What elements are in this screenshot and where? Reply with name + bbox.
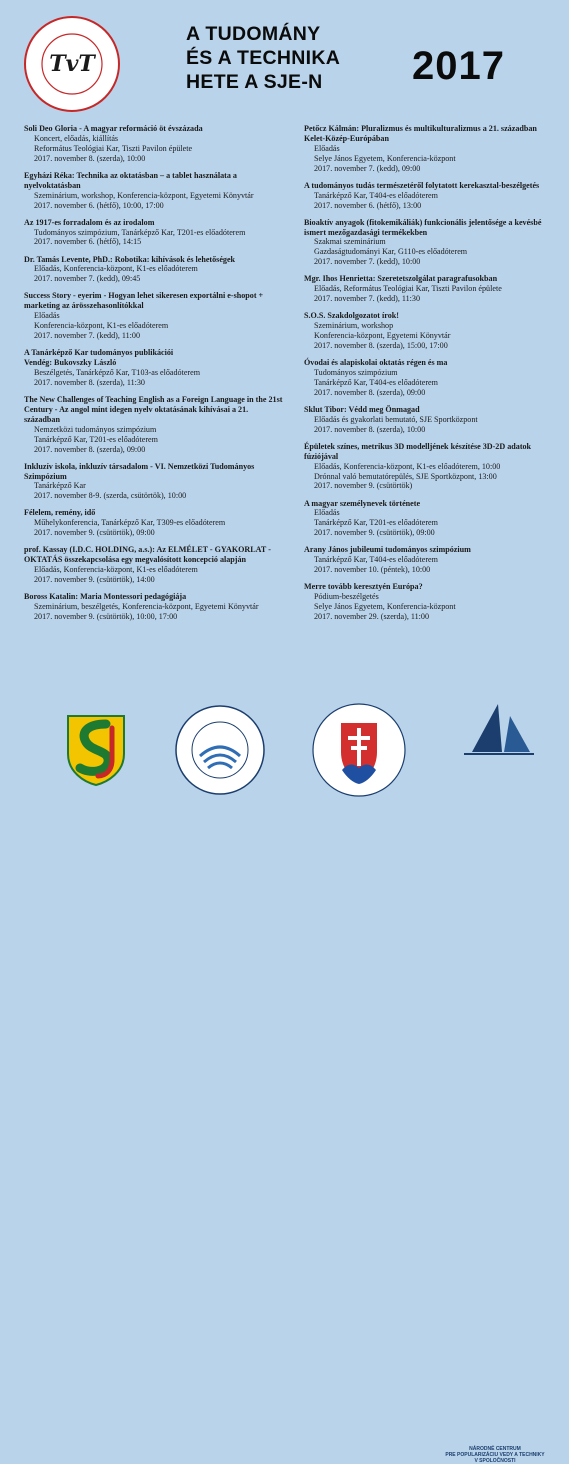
event-title: Óvodai és alapiskolai oktatás régen és ma xyxy=(304,358,448,368)
event-detail: Koncert, előadás, kiállítás xyxy=(34,133,119,143)
event-title xyxy=(186,22,340,94)
event-guest: Vendég: Bukovszky László xyxy=(24,358,117,368)
event-detail: 2017. november 8. (szerda), 11:30 xyxy=(34,377,145,387)
event-title: Épületek színes, metrikus 3D modelljének készítése 3D-2D adatok fúziójával xyxy=(304,441,532,461)
title-line-1: A TUDOMÁNY xyxy=(186,23,321,45)
tvt-mark: TvT xyxy=(49,51,95,77)
event-detail: Előadás, Konferencia-központ, K1-es előadóterem xyxy=(34,264,198,274)
event-title: Az 1917-es forradalom és az irodalom xyxy=(24,217,155,227)
event-title: A tudományos tudás természetéről folytatott kerekasztal-beszélgetés xyxy=(304,180,540,190)
event-title: Egyházi Réka: Technika az oktatásban – a tablet használata a nyelvoktatásban xyxy=(24,170,237,190)
event-detail: Gazdaságtudományi Kar, G110-es előadóterem xyxy=(314,247,468,257)
event-detail: 2017. november 8. (szerda), 10:00 xyxy=(314,424,426,434)
event-item xyxy=(304,358,556,398)
event-detail: 2017. november 7. (kedd), 11:00 xyxy=(34,331,141,341)
event-item xyxy=(304,582,556,622)
event-item xyxy=(24,508,286,538)
event-item xyxy=(24,218,286,248)
footer-logos xyxy=(0,690,569,1464)
event-title: Success Story - eyerim - Hogyan lehet sikeresen exportálni e-shopot + marketing az árösszehasonlítókkal xyxy=(24,291,264,311)
event-detail: 2017. november 9. (csütörtök), 09:00 xyxy=(34,528,155,538)
event-detail: Pódium-beszélgetés xyxy=(314,592,379,602)
event-detail: 2017. november 10. (péntek), 10:00 xyxy=(314,565,431,575)
event-detail: Előadás és gyakorlati bemutató, SJE Sportközpont xyxy=(314,414,478,424)
event-detail: Szakmai szeminárium xyxy=(314,237,386,247)
event-item xyxy=(24,592,286,622)
event-detail: Műhelykonferencia, Tanárképző Kar, T309-es előadóterem xyxy=(34,518,226,528)
right-event-column xyxy=(304,124,556,629)
event-item xyxy=(304,499,556,539)
event-detail: Előadás xyxy=(34,311,60,321)
event-title: Sklut Tibor: Védd meg Önmagad xyxy=(304,404,420,414)
event-title: Petőcz Kálmán: Pluralizmus és multikulturalizmus a 21. században Kelet-Közép-Európában xyxy=(304,124,537,143)
event-title: Inkluzív iskola, inkluzív társadalom - VI. Nemzetközi Tudományos Szimpózium xyxy=(24,461,255,481)
event-detail: 2017. november 8. (szerda), 09:00 xyxy=(314,387,426,397)
ncp-line-1: NÁRODNÉ CENTRUM xyxy=(469,1446,521,1452)
event-item xyxy=(24,545,286,585)
event-detail: Szeminárium, workshop xyxy=(314,321,394,331)
event-detail: Drónnal való bemutatórepülés, SJE Sportközpont, 13:00 xyxy=(314,471,497,481)
event-detail: Előadás xyxy=(314,143,340,153)
event-item xyxy=(24,348,286,388)
year: 2017 xyxy=(412,44,505,88)
event-detail: Beszélgetés, Tanárképző Kar, T103-as előadóterem xyxy=(34,367,201,377)
event-title: prof. Kassay (I.D.C. HOLDING, a.s.): Az ELMÉLET - GYAKORLAT - OKTATÁS összekapcsolása egy megvalósított koncepció alapján xyxy=(24,545,271,565)
event-item xyxy=(24,395,286,454)
event-item xyxy=(304,311,556,351)
ncp-label xyxy=(425,1446,565,1464)
event-title: A Tanárképző Kar tudományos publikációi xyxy=(24,348,174,358)
event-detail: 2017. november 7. (kedd), 09:45 xyxy=(34,274,141,284)
ministry-logo xyxy=(304,700,414,800)
event-item xyxy=(24,462,286,502)
event-detail: Előadás, Konferencia-központ, K1-es előadóterem, 10:00 xyxy=(314,461,501,471)
event-item xyxy=(304,218,556,268)
event-detail: 2017. november 9. (csütörtök), 10:00, 17:00 xyxy=(34,611,178,621)
title-line-3: HETE A SJE-N xyxy=(186,71,323,93)
event-detail: 2017. november 7. (kedd), 10:00 xyxy=(314,257,421,267)
event-detail: Tudományos szimpózium, Tanárképző Kar, T201-es előadóterem xyxy=(34,227,246,237)
event-detail: Tanárképző Kar, T404-es előadóterem xyxy=(314,377,438,387)
event-detail: 2017. november 6. (hétfő), 13:00 xyxy=(314,200,422,210)
event-title: Boross Katalin: Maria Montessori pedagógiája xyxy=(24,592,187,602)
event-detail: Konferencia-központ, Egyetemi Könyvtár xyxy=(314,331,451,341)
event-item xyxy=(304,405,556,435)
header xyxy=(0,0,569,125)
event-item xyxy=(24,171,286,211)
left-event-column xyxy=(24,124,286,629)
event-item xyxy=(24,291,286,341)
event-detail: Tanárképző Kar xyxy=(34,481,86,491)
ncp-line-3: V SPOLOČNOSTI xyxy=(474,1458,516,1464)
sje-logo xyxy=(62,714,130,786)
event-detail: 2017. november 8. (szerda), 09:00 xyxy=(34,444,146,454)
event-detail: 2017. november 9. (csütörtök), 09:00 xyxy=(314,528,435,538)
event-item xyxy=(304,274,556,304)
event-detail: 2017. november 29. (szerda), 11:00 xyxy=(314,611,430,621)
event-detail: 2017. november 9. (csütörtök) xyxy=(314,481,413,491)
ncp-line-2: PRE POPULARIZÁCIU VEDY A TECHNIKY xyxy=(445,1452,545,1458)
event-detail: 2017. november 8-9. (szerda, csütörtök), 10:00 xyxy=(34,491,187,501)
event-detail: 2017. november 7. (kedd), 11:30 xyxy=(314,294,421,304)
event-detail: Selye János Egyetem, Konferencia-központ xyxy=(314,153,456,163)
event-detail: 2017. november 7. (kedd), 09:00 xyxy=(314,163,421,173)
event-detail: Tanárképző Kar, T201-es előadóterem xyxy=(34,434,158,444)
event-title: S.O.S. Szakdolgozatot írok! xyxy=(304,311,399,321)
event-item xyxy=(24,124,286,164)
event-item xyxy=(24,255,286,285)
event-detail: 2017. november 9. (csütörtök), 14:00 xyxy=(34,575,155,585)
event-item xyxy=(304,545,556,575)
event-title: Merre tovább keresztyén Európa? xyxy=(304,582,423,592)
ncp-logo xyxy=(452,696,544,758)
event-detail: Tanárképző Kar, T404-es előadóterem xyxy=(314,190,438,200)
event-title: A magyar személynevek története xyxy=(304,498,421,508)
event-detail: Nemzetközi tudományos szimpózium xyxy=(34,424,157,434)
event-detail: Konferencia-központ, K1-es előadóterem xyxy=(34,321,169,331)
title-line-2: ÉS A TECHNIKA xyxy=(186,47,341,69)
event-detail: Tanárképző Kar, T404-es előadóterem xyxy=(314,555,438,565)
event-detail: 2017. november 8. (szerda), 15:00, 17:00 xyxy=(314,340,448,350)
event-detail: Szeminárium, workshop, Konferencia-központ, Egyetemi Könyvtár xyxy=(34,190,254,200)
event-detail: Szeminárium, beszélgetés, Konferencia-központ, Egyetemi Könyvtár xyxy=(34,602,259,612)
event-title: Mgr. Ihos Henrietta: Szeretetszolgálat paragrafusokban xyxy=(304,274,498,284)
event-detail: Tanárképző Kar, T201-es előadóterem xyxy=(314,518,438,528)
event-detail: Selye János Egyetem, Konferencia-központ xyxy=(314,602,456,612)
event-title: Arany János jubileumi tudományos szimpózium xyxy=(304,545,471,555)
event-detail: 2017. november 6. (hétfő), 14:15 xyxy=(34,237,142,247)
event-detail: 2017. november 8. (szerda), 10:00 xyxy=(34,153,146,163)
event-title: Félelem, remény, idő xyxy=(24,508,96,518)
event-detail: Református Teológiai Kar, Tiszti Pavilon épülete xyxy=(34,143,193,153)
event-title: Soli Deo Gloria - A magyar reformáció öt évszázada xyxy=(24,124,203,133)
event-item xyxy=(304,124,556,174)
event-detail: Előadás, Konferencia-központ, K1-es előadóterem xyxy=(34,565,198,575)
event-detail: Előadás xyxy=(314,508,340,518)
event-title: The New Challenges of Teaching English as a Foreign Language in the 21st Century - Az angol mint idegen nyelv oktatásának kihívásai a 21. században xyxy=(24,394,283,424)
event-item xyxy=(304,181,556,211)
event-detail: Előadás, Református Teológiai Kar, Tiszti Pavilon épülete xyxy=(314,284,502,294)
event-title: Bioaktív anyagok (fitokemikáliák) funkcionális jelentősége a kevésbé ismert mezőgazdasági termékekben xyxy=(304,217,542,237)
event-title: Dr. Tamás Levente, PhD.: Robotika: kihívások és lehetőségek xyxy=(24,254,236,264)
tvt-logo xyxy=(22,14,122,114)
cvti-logo xyxy=(174,704,266,796)
event-detail: Tudományos szimpózium xyxy=(314,367,398,377)
event-item xyxy=(304,442,556,492)
event-detail: 2017. november 6. (hétfő), 10:00, 17:00 xyxy=(34,200,164,210)
